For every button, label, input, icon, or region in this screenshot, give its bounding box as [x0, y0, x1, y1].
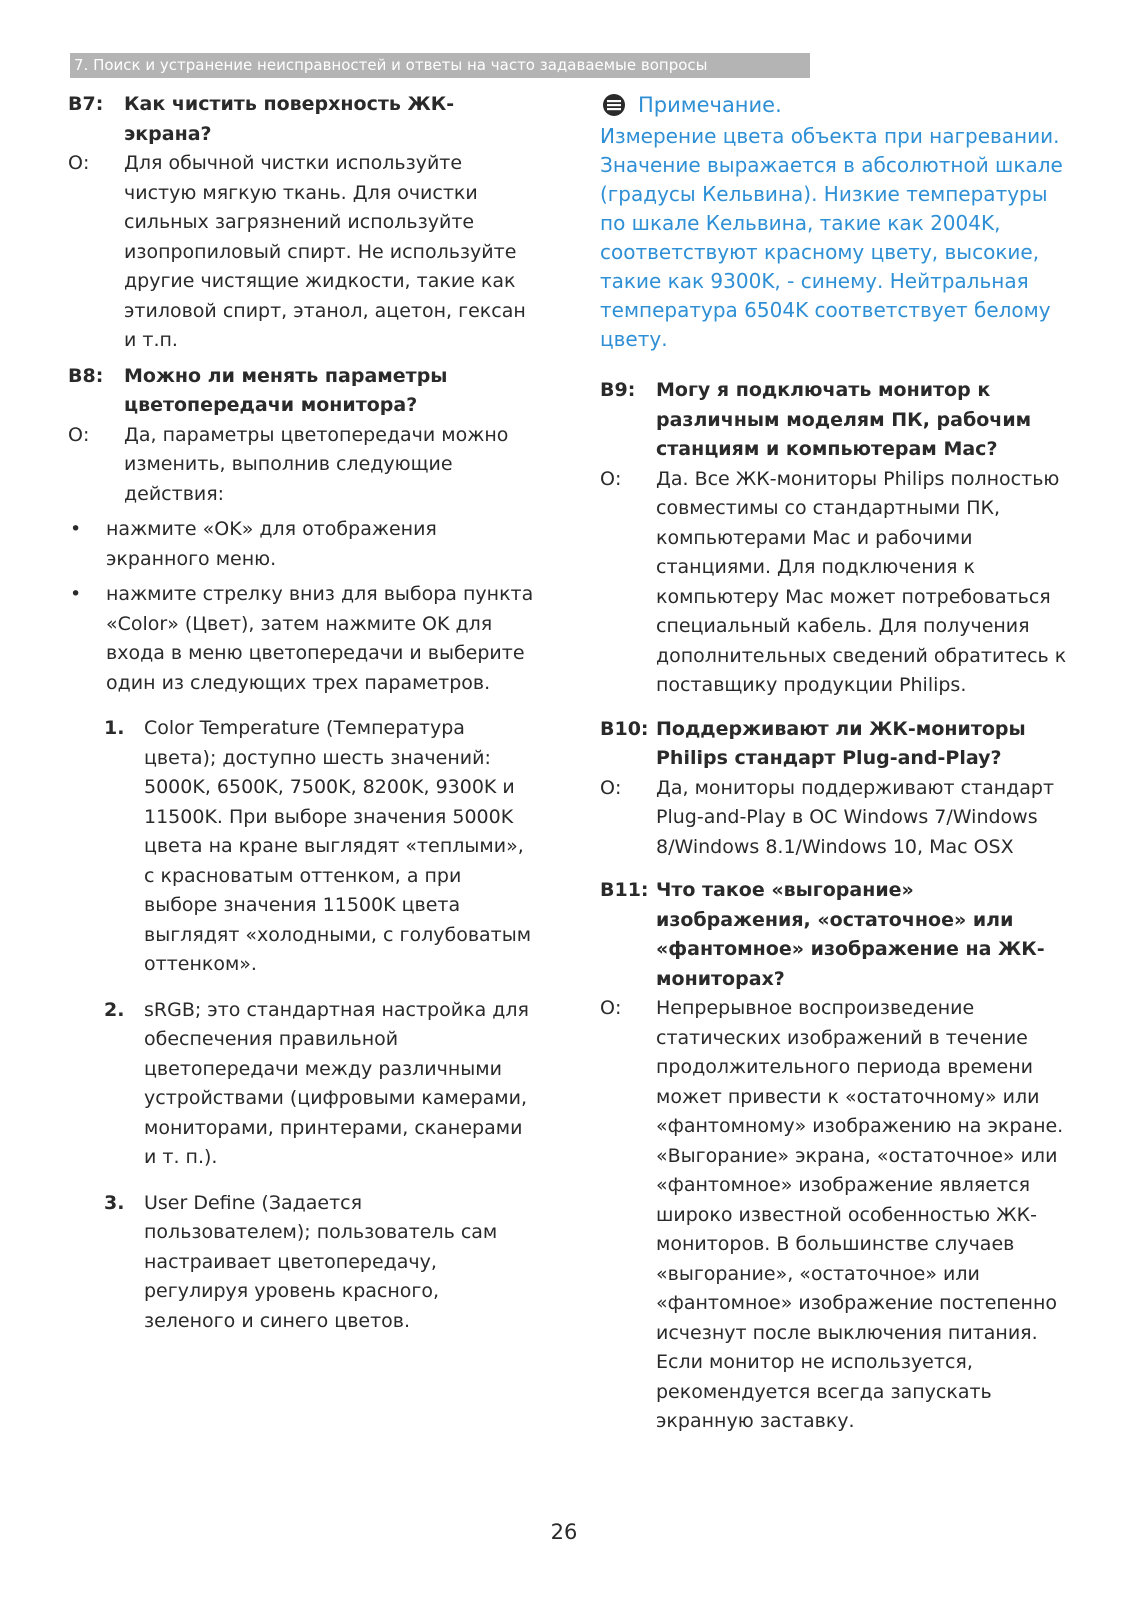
answer-text: Непрерывное воспроизведение статических изображений в течение продолжительного периода времени может привести к «остаточному» или «фантомному» изображению на экране. «Выгорание» экрана, «остаточное» или «фантомное» изображение является широко известной особенностью ЖК-мониторов. В большинстве случаев «выгорание», «остаточное» или «фантомное» изображение постепенно исчезнут после выключения питания.	[656, 997, 1064, 1344]
question-label: В11:	[600, 879, 649, 901]
answer-b11	[600, 994, 1070, 1437]
numbered-item	[104, 996, 534, 1173]
numbered-item	[104, 1189, 534, 1337]
question-text: Можно ли менять параметры цветопередачи монитора?	[124, 364, 448, 416]
item-number: 1.	[104, 717, 125, 739]
question-label: В7:	[68, 93, 104, 115]
question-text: Как чистить поверхность ЖК-экрана?	[124, 93, 455, 145]
answer-label: О:	[600, 776, 622, 799]
answer-body	[656, 994, 1070, 1437]
right-column	[600, 90, 1070, 1437]
question-b10	[600, 715, 1070, 774]
note-text: Измерение цвета объекта при нагревании. Значение выражается в абсолютной шкале (градусы Кельвина). Низкие температуры по шкале Кельвина, такие как 2004K, соответствуют красному цвету, высокие, такие как 9300K, - синему. Нейтральная температура 6504K соответствует белому цвету.	[600, 124, 1063, 351]
answer-text: Да, параметры цветопередачи можно изменить, выполнив следующие действия:	[124, 423, 509, 505]
question-label: В8:	[68, 364, 104, 387]
question-b9	[600, 376, 1070, 465]
answer-text: Для обычной чистки используйте чистую мягкую ткань. Для очистки сильных загрязнений используйте изопропиловый спирт. Не используйте другие чистящие жидкости, такие как этиловой спирт, этанол, ацетон, гексан и т.п.	[124, 152, 526, 351]
left-column	[68, 90, 534, 1336]
item-number: 3.	[104, 1191, 125, 1214]
question-b8	[68, 362, 534, 421]
bullet-text: нажмите стрелку вниз для выбора пункта «Color» (Цвет), затем нажмите OK для входа в меню цветопередачи и выберите один из следующих трех параметров.	[106, 583, 534, 694]
answer-b9	[600, 465, 1070, 701]
answer-text: Да. Все ЖК-мониторы Philips полностью совместимы со стандартными ПК, компьютерами Mac и рабочими станциями. Для подключения к компьютеру Mac может потребоваться специальный кабель. Для получения дополнительных сведений обратитесь к поставщику продукции Philips.	[656, 467, 1067, 696]
question-text: Могу я подключать монитор к различным моделям ПК, рабочим станциям и компьютерам Mac?	[656, 379, 1032, 460]
item-text: sRGB; это стандартная настройка для обеспечения правильной цветопередачи между различными устройствами (цифровыми камерами, мониторами, принтерами, сканерами и т. п.).	[144, 998, 529, 1168]
answer-b8	[68, 421, 534, 510]
answer-label: О:	[600, 467, 622, 490]
bullet-marker: •	[70, 583, 82, 605]
answer-label: О:	[68, 423, 90, 446]
question-b11	[600, 876, 1070, 994]
list-item	[68, 515, 534, 574]
item-text: User Define (Задается пользователем); пользователь сам настраивает цветопередачу, регулируя уровень красного, зеленого и синего цветов.	[144, 1191, 498, 1332]
question-label: В10:	[600, 717, 649, 740]
question-label: В9:	[600, 379, 636, 401]
question-b7	[68, 90, 534, 149]
answer-label: О:	[68, 152, 90, 174]
list-item	[68, 580, 534, 698]
note-title: Примечание.	[638, 93, 782, 117]
note-heading	[600, 90, 1070, 120]
answer-b7	[68, 149, 534, 356]
answer-b10	[600, 774, 1070, 863]
bullet-text: нажмите «OK» для отображения экранного меню.	[106, 518, 437, 570]
item-number: 2.	[104, 998, 125, 1021]
page-number: 26	[550, 1520, 578, 1544]
answer-label: О:	[600, 997, 622, 1019]
question-text: Что такое «выгорание» изображения, «остаточное» или «фантомное» изображение на ЖК-мониторах?	[656, 879, 1045, 990]
note-icon	[602, 93, 626, 117]
bullet-marker: •	[70, 518, 82, 540]
answer-text: Да, мониторы поддерживают стандарт Plug-and-Play в ОС Windows 7/Windows 8/Windows 8.1/Windows 10, Mac OSX	[656, 776, 1055, 858]
answer-text-extra: Если монитор не используется, рекомендуется всегда запускать экранную заставку.	[656, 1351, 992, 1432]
item-text: Color Temperature (Температура цвета); доступно шесть значений: 5000K, 6500K, 7500K, 8200K, 9300K и 11500K. При выборе значения 5000K цвета на кране выглядят «теплыми», с красноватым оттенком, а при выборе значения 11500K цвета выглядят «холодными, с голубоватым оттенком».	[144, 717, 532, 975]
numbered-item	[104, 714, 534, 980]
section-header: 7. Поиск и устранение неисправностей и ответы на часто задаваемые вопросы	[70, 53, 810, 78]
question-text: Поддерживают ли ЖК-мониторы Philips стандарт Plug-and-Play?	[656, 717, 1026, 769]
